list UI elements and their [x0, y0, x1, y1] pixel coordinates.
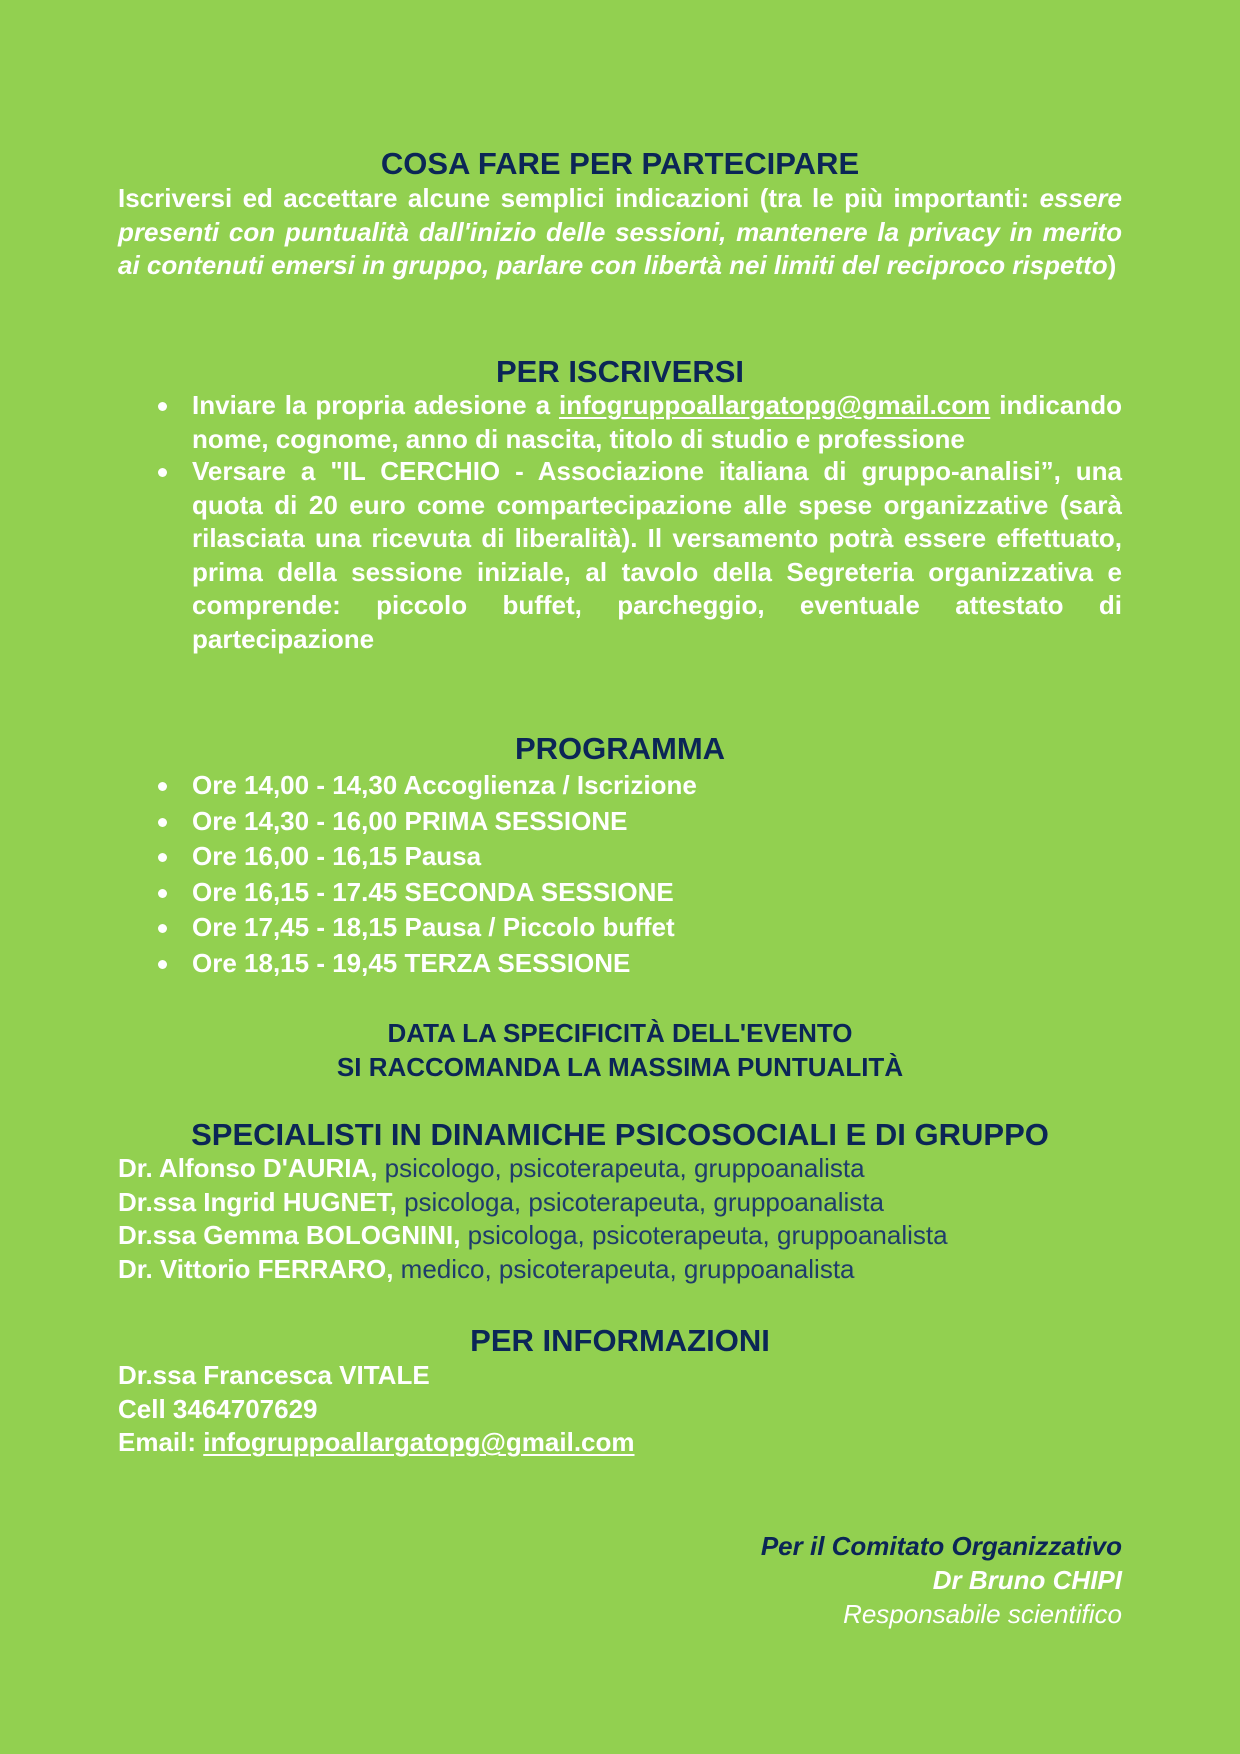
program-title: PROGRAMMA [514, 731, 726, 766]
specialist-row [118, 1219, 1122, 1253]
register-item-send-after: indicando nome, cognome, anno di nascita, titolo di studio e professione [192, 390, 1122, 454]
info-email-label: Email: [118, 1427, 204, 1457]
bullet-icon [158, 402, 167, 411]
specialists-section [118, 1118, 1122, 1286]
info-section [118, 1324, 1122, 1460]
program-section [118, 732, 1122, 981]
register-item-payment [118, 455, 1122, 656]
bullet-icon [158, 782, 167, 791]
specialist-roles: medico, psicoterapeuta, gruppoanalista [393, 1253, 855, 1284]
participate-rules: essere presenti con puntualità dall'inizio delle sessioni, mantenere la privacy in merito ai contenuti emersi in gruppo, parlare con libertà nei limiti del reciproco rispetto [118, 183, 1122, 280]
notice-line-1: DATA LA SPECIFICITÀ DELL'EVENTO [387, 1018, 853, 1048]
specialist-name: Dr.ssa Ingrid HUGNET, [118, 1186, 397, 1217]
participate-close: ) [1107, 250, 1117, 280]
program-list [118, 768, 1122, 981]
program-item [118, 839, 1122, 875]
program-item-text: Ore 14,00 - 14,30 Accoglienza / Iscrizione [192, 770, 697, 800]
bullet-icon [158, 889, 167, 898]
program-item [118, 910, 1122, 946]
specialist-row [118, 1152, 1122, 1186]
info-email-row [118, 1426, 1122, 1460]
specialist-name: Dr. Vittorio FERRARO, [118, 1253, 394, 1284]
program-item-text: Ore 18,15 - 19,45 TERZA SESSIONE [192, 947, 631, 978]
info-phone: Cell 3464707629 [118, 1393, 318, 1424]
participate-intro: Iscriversi ed accettare alcune semplici indicazioni (tra le più importanti: [118, 183, 1040, 213]
bullet-icon [158, 468, 167, 477]
specialist-roles: psicologa, psicoterapeuta, gruppoanalista [460, 1220, 948, 1250]
participate-section [118, 147, 1122, 283]
participate-title: COSA FARE PER PARTECIPARE [380, 146, 860, 181]
program-item [118, 768, 1122, 804]
notice-line-2: SI RACCOMANDA LA MASSIMA PUNTUALITÀ [336, 1052, 904, 1082]
program-item [118, 875, 1122, 911]
specialist-roles: psicologa, psicoterapeuta, gruppoanalista [396, 1186, 884, 1217]
signature-role: Responsabile scientifico [843, 1599, 1122, 1629]
program-item-text: Ore 17,45 - 18,15 Pausa / Piccolo buffet [192, 912, 675, 942]
specialists-list [118, 1152, 1122, 1286]
program-item-text: Ore 16,00 - 16,15 Pausa [192, 841, 482, 871]
signature-name: Dr Bruno CHIPI [932, 1565, 1122, 1595]
register-email-link[interactable]: infogruppoallargatopg@gmail.com [559, 390, 991, 420]
register-list [118, 389, 1122, 656]
specialist-row [118, 1253, 1122, 1287]
punctuality-notice [118, 1016, 1122, 1084]
specialist-row [118, 1186, 1122, 1220]
bullet-icon [158, 853, 167, 862]
program-item-text: Ore 16,15 - 17.45 SECONDA SESSIONE [192, 876, 674, 907]
info-title: PER INFORMAZIONI [470, 1323, 770, 1358]
info-email-link[interactable]: infogruppoallargatopg@gmail.com [203, 1427, 635, 1457]
program-item [118, 946, 1122, 982]
specialist-name: Dr.ssa Gemma BOLOGNINI, [118, 1220, 461, 1250]
info-contact-name: Dr.ssa Francesca VITALE [118, 1360, 430, 1390]
specialists-title: SPECIALISTI IN DINAMICHE PSICOSOCIALI E DI GRUPPO [191, 1117, 1049, 1152]
participate-text [118, 182, 1122, 283]
specialist-name: Dr. Alfonso D'AURIA, [118, 1153, 378, 1183]
register-section [118, 355, 1122, 656]
signature-committee: Per il Comitato Organizzativo [760, 1531, 1122, 1561]
program-item-text: Ore 14,30 - 16,00 PRIMA SESSIONE [192, 805, 628, 836]
bullet-icon [158, 924, 167, 933]
register-item-payment-text: Versare a "IL CERCHIO - Associazione italiana di gruppo-analisi”, una quota di 20 euro come compartecipazione alle spese organizzative (sarà rilasciata una ricevuta di liberalità). Il versamento potrà essere effettuato, prima della sessione iniziale, al tavolo della Segreteria organizzativa e comprende: piccolo buffet, parcheggio, eventuale attestato di partecipazione [192, 456, 1122, 654]
register-item-send [118, 389, 1122, 456]
bullet-icon [158, 818, 167, 827]
program-item [118, 804, 1122, 840]
bullet-icon [158, 960, 167, 969]
signature-block [118, 1529, 1122, 1631]
specialist-roles: psicologo, psicoterapeuta, gruppoanalista [377, 1153, 865, 1183]
register-item-send-before: Inviare la propria adesione a [192, 390, 560, 420]
register-title: PER ISCRIVERSI [495, 354, 745, 389]
